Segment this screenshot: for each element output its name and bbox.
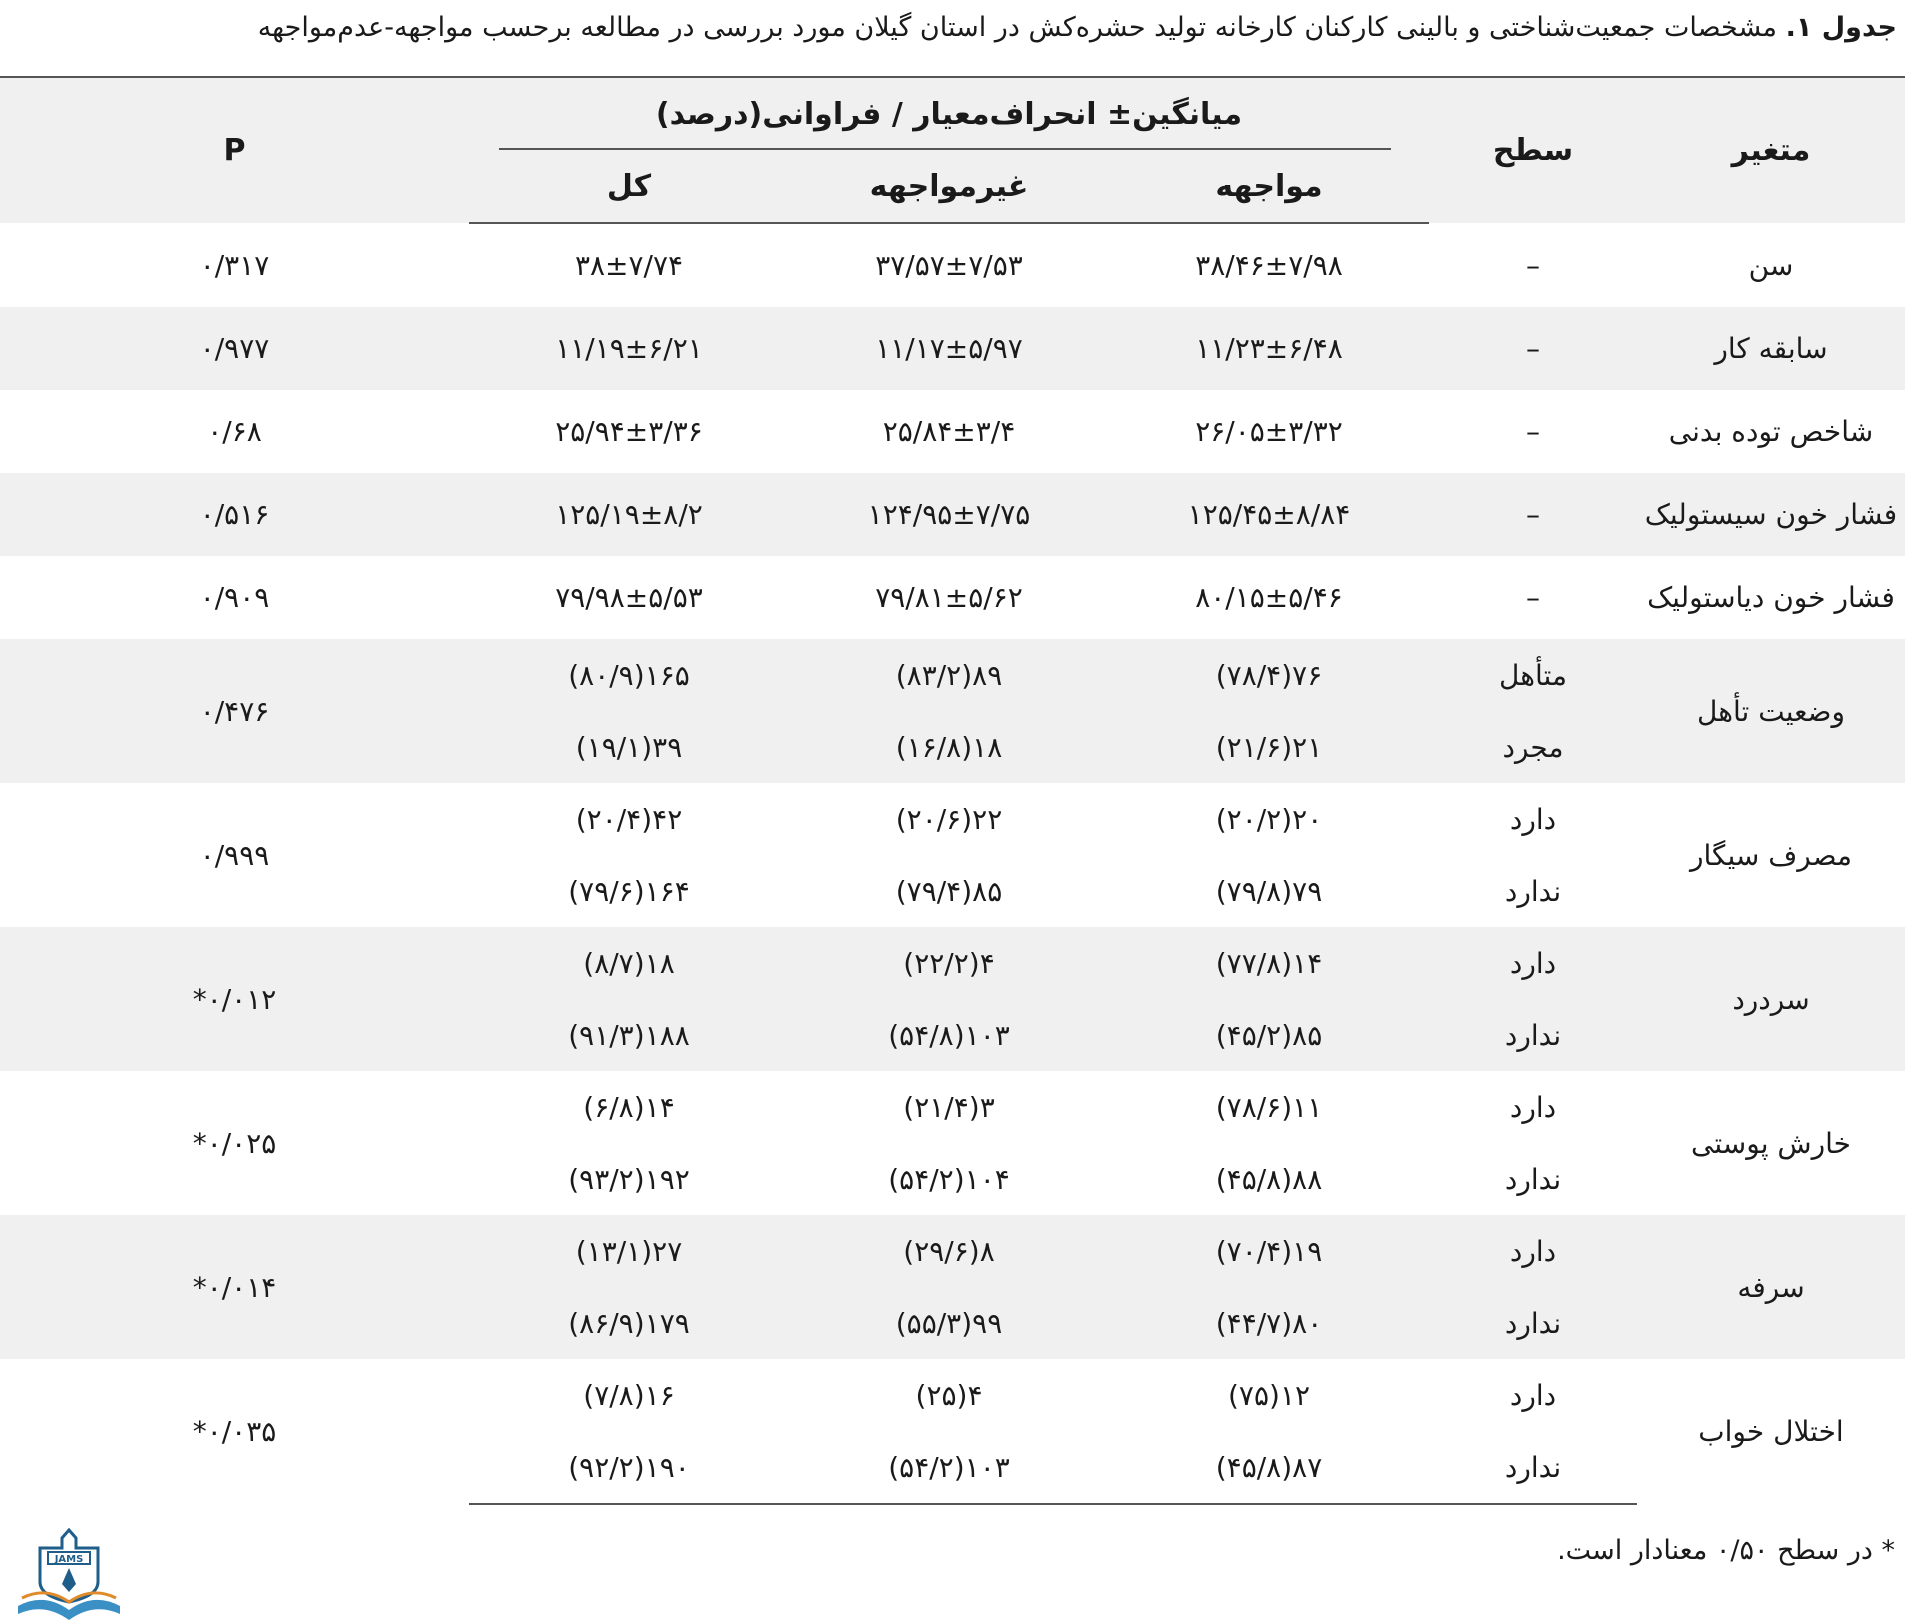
- exposed-cell: ۲۶/۰۵±۳/۳۲: [1195, 415, 1343, 448]
- nonexposed-cell: ۴(۲۵): [915, 1378, 983, 1412]
- nonexposed-cell: ۱۰۴(۵۴/۲): [888, 1162, 1010, 1196]
- table-row: [0, 783, 1905, 855]
- total-cell: ۳۸±۷/۷۴: [574, 249, 684, 282]
- variable-cell: فشار خون سیستولیک: [1637, 473, 1905, 556]
- level-cell: –: [1526, 248, 1540, 282]
- jams-journal-logo: [10, 1526, 128, 1622]
- p-value-cell: ۰/۰۲۵*: [192, 1126, 277, 1160]
- header-total: کل: [469, 150, 789, 223]
- header-group-underline: [499, 148, 1391, 150]
- level-cell: دارد: [1509, 1090, 1557, 1124]
- table-row: [0, 1071, 1905, 1143]
- p-value-cell: ۰/۹۹۹: [199, 838, 270, 872]
- nonexposed-cell: ۱۸(۱۶/۸): [789, 711, 1109, 783]
- nonexposed-cell: ۸۵(۷۹/۴): [895, 874, 1003, 908]
- logo-text: JAMS: [54, 1554, 84, 1565]
- variable-cell: شاخص توده بدنی: [1668, 415, 1874, 448]
- header-level: سطح: [1429, 77, 1637, 223]
- p-value-cell: ۰/۵۱۶: [0, 473, 469, 556]
- total-cell: ۱۷۹(۸۶/۹): [469, 1287, 789, 1359]
- total-cell: ۱۹۲(۹۳/۲): [568, 1162, 690, 1196]
- exposed-cell: ۱۱/۲۳±۶/۴۸: [1109, 307, 1429, 390]
- total-cell: ۱۶(۷/۸): [583, 1378, 675, 1412]
- total-cell: ۱۹۰(۹۲/۲): [469, 1431, 789, 1504]
- variable-cell: سرفه: [1637, 1215, 1905, 1359]
- table-row: [0, 1359, 1905, 1431]
- variable-cell: مصرف سیگار: [1689, 838, 1853, 872]
- table-row: [0, 473, 1905, 556]
- exposed-cell: ۱۲(۷۵): [1227, 1378, 1311, 1412]
- total-cell: ۲۷(۱۳/۱): [469, 1215, 789, 1287]
- p-value-cell: ۰/۹۰۹: [199, 581, 270, 614]
- level-cell: ندارد: [1504, 1162, 1562, 1196]
- nonexposed-cell: ۳(۲۱/۴): [903, 1090, 995, 1124]
- header-variable: متغیر: [1637, 77, 1905, 223]
- header-nonexposed: غیرمواجهه: [789, 150, 1109, 223]
- level-cell: دارد: [1509, 802, 1557, 836]
- level-cell: ندارد: [1504, 874, 1562, 908]
- table-row: [0, 556, 1905, 639]
- nonexposed-cell: ۱۱/۱۷±۵/۹۷: [789, 307, 1109, 390]
- exposed-cell: ۸۵(۴۵/۲): [1109, 999, 1429, 1071]
- total-cell: ۲۵/۹۴±۳/۳۶: [555, 415, 703, 448]
- level-cell: –: [1429, 473, 1637, 556]
- total-cell: ۱۶۴(۷۹/۶): [568, 874, 690, 908]
- p-value-cell: ۰/۰۱۴*: [0, 1215, 469, 1359]
- exposed-cell: ۱۲۵/۴۵±۸/۸۴: [1109, 473, 1429, 556]
- variable-cell: خارش پوستی: [1691, 1126, 1851, 1160]
- exposed-cell: ۸۰(۴۴/۷): [1109, 1287, 1429, 1359]
- level-cell: مجرد: [1429, 711, 1637, 783]
- table-body: [0, 223, 1905, 1504]
- exposed-cell: ۸۰/۱۵±۵/۴۶: [1195, 581, 1343, 614]
- table-caption: [7, 6, 1897, 50]
- total-cell: ۴۲(۲۰/۴): [575, 802, 683, 836]
- level-cell: ندارد: [1429, 1431, 1637, 1504]
- table-row: [0, 639, 1905, 711]
- nonexposed-cell: ۱۲۴/۹۵±۷/۷۵: [789, 473, 1109, 556]
- level-cell: دارد: [1429, 1215, 1637, 1287]
- header-row: [0, 77, 1905, 150]
- total-cell: ۱۸۸(۹۱/۳): [469, 999, 789, 1071]
- variable-cell: سابقه کار: [1637, 307, 1905, 390]
- exposed-cell: ۱۱(۷۸/۶): [1215, 1090, 1323, 1124]
- total-cell: ۳۹(۱۹/۱): [469, 711, 789, 783]
- p-value-cell: ۰/۹۷۷: [0, 307, 469, 390]
- nonexposed-cell: ۴(۲۲/۲): [789, 927, 1109, 999]
- exposed-cell: ۷۹(۷۹/۸): [1215, 874, 1323, 908]
- exposed-cell: ۱۹(۷۰/۴): [1109, 1215, 1429, 1287]
- nonexposed-cell: ۱۰۳(۵۴/۲): [789, 1431, 1109, 1504]
- variable-cell: فشار خون دیاستولیک: [1647, 581, 1895, 614]
- level-cell: –: [1429, 307, 1637, 390]
- nonexposed-cell: ۷۹/۸۱±۵/۶۲: [875, 581, 1023, 614]
- exposed-cell: ۷۶(۷۸/۴): [1109, 639, 1429, 711]
- nonexposed-cell: ۸۹(۸۳/۲): [789, 639, 1109, 711]
- level-cell: دارد: [1509, 1378, 1557, 1412]
- caption-text: مشخصات جمعیت‌شناختی و بالینی کارکنان کارخانه تولید حشره‌کش در استان گیلان مورد بررسی در مطالعه برحسب مواجهه-عدم‌مواجهه: [257, 12, 1786, 43]
- nonexposed-cell: ۱۰۳(۵۴/۸): [789, 999, 1109, 1071]
- level-cell: ندارد: [1429, 1287, 1637, 1359]
- variable-cell: سردرد: [1637, 927, 1905, 1071]
- total-cell: ۱۲۵/۱۹±۸/۲: [469, 473, 789, 556]
- variable-cell: سن: [1748, 248, 1794, 282]
- exposed-cell: ۸۷(۴۵/۸): [1109, 1431, 1429, 1504]
- total-cell: ۱۱/۱۹±۶/۲۱: [469, 307, 789, 390]
- header-p: P: [0, 77, 469, 223]
- nonexposed-cell: ۲۲(۲۰/۶): [895, 802, 1003, 836]
- table-row: [0, 223, 1905, 307]
- table-row: [0, 927, 1905, 999]
- level-cell: ندارد: [1429, 999, 1637, 1071]
- footnote: * در سطح ۰/۵۰ معنادار است.: [1557, 1535, 1895, 1566]
- p-value-cell: ۰/۶۸: [207, 415, 262, 448]
- p-value-cell: ۰/۴۷۶: [0, 639, 469, 783]
- level-cell: –: [1526, 581, 1540, 614]
- exposed-cell: ۸۸(۴۵/۸): [1215, 1162, 1323, 1196]
- variable-cell: وضعیت تأهل: [1637, 639, 1905, 783]
- exposed-cell: ۳۸/۴۶±۷/۹۸: [1195, 249, 1343, 282]
- exposed-cell: ۲۰(۲۰/۲): [1215, 802, 1323, 836]
- data-table: [0, 76, 1905, 1505]
- header-group: [469, 77, 1429, 150]
- total-cell: ۱۶۵(۸۰/۹): [469, 639, 789, 711]
- table-row: [0, 1215, 1905, 1287]
- header-group-label: میانگین± انحراف‌معیار / فراوانی(درصد): [655, 96, 1243, 132]
- caption-label: جدول ۱.: [1785, 12, 1897, 43]
- total-cell: ۱۴(۶/۸): [583, 1090, 675, 1124]
- p-value-cell: ۰/۰۳۵*: [192, 1415, 277, 1448]
- level-cell: –: [1526, 415, 1540, 448]
- nonexposed-cell: ۸(۲۹/۶): [789, 1215, 1109, 1287]
- total-cell: ۱۸(۸/۷): [469, 927, 789, 999]
- level-cell: متأهل: [1429, 639, 1637, 711]
- exposed-cell: ۱۴(۷۷/۸): [1109, 927, 1429, 999]
- p-value-cell: ۰/۳۱۷: [199, 248, 270, 282]
- nonexposed-cell: ۳۷/۵۷±۷/۵۳: [875, 249, 1023, 282]
- table-row: [0, 307, 1905, 390]
- table-row: [0, 390, 1905, 473]
- p-value-cell: ۰/۰۱۲*: [0, 927, 469, 1071]
- variable-cell: اختلال خواب: [1698, 1415, 1844, 1448]
- header-exposed: مواجهه: [1109, 150, 1429, 223]
- nonexposed-cell: ۹۹(۵۵/۳): [789, 1287, 1109, 1359]
- exposed-cell: ۲۱(۲۱/۶): [1109, 711, 1429, 783]
- level-cell: دارد: [1429, 927, 1637, 999]
- nonexposed-cell: ۲۵/۸۴±۳/۴: [882, 415, 1016, 448]
- total-cell: ۷۹/۹۸±۵/۵۳: [555, 581, 703, 614]
